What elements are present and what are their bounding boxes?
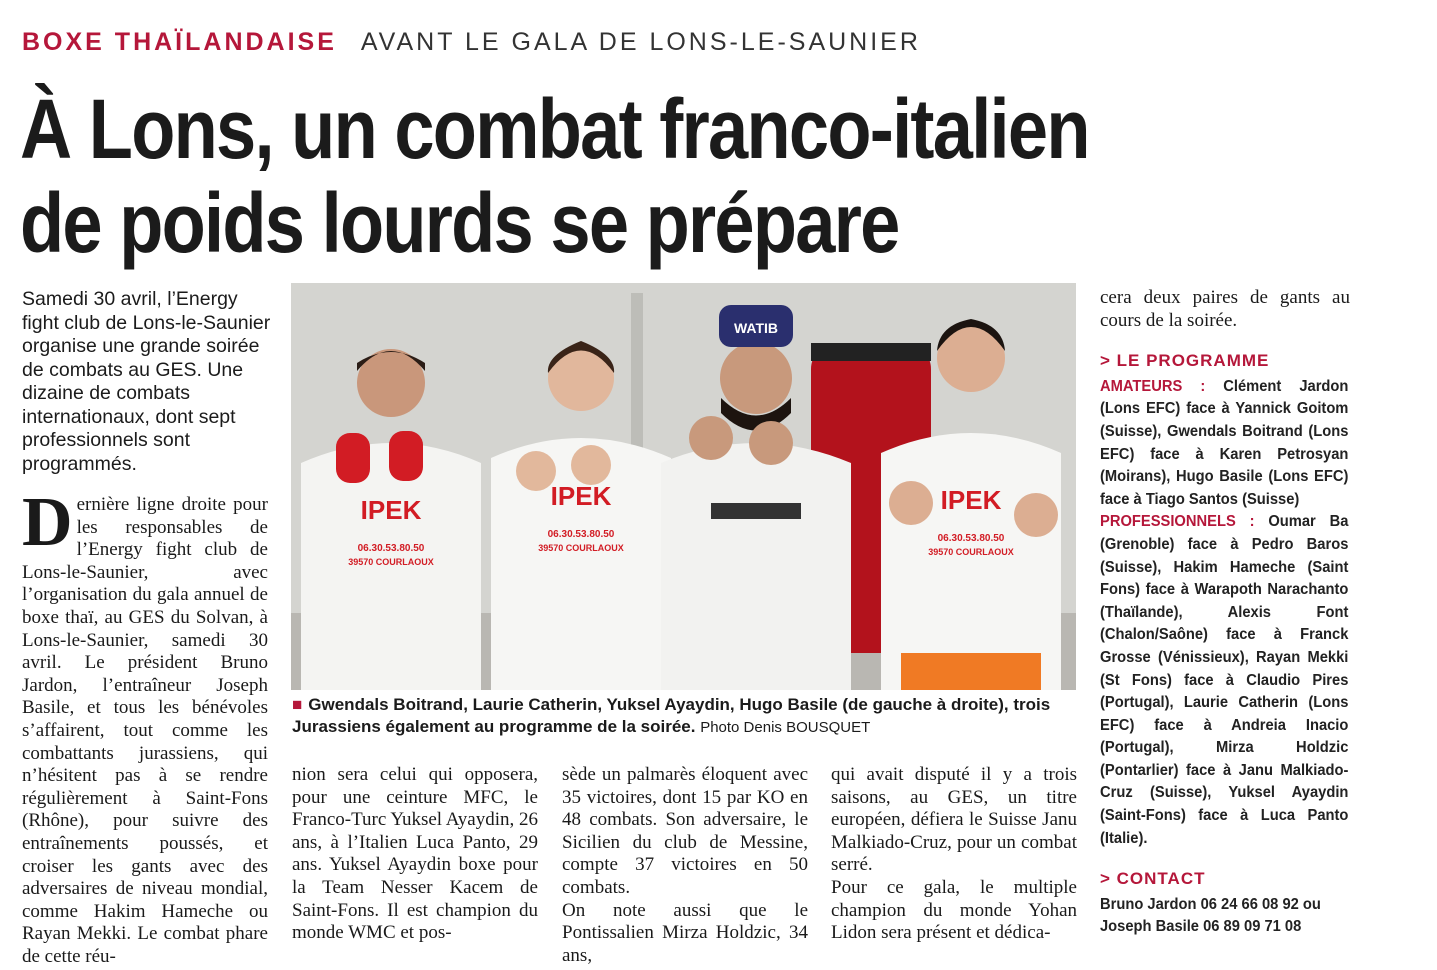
shirt-city-3: 39570 COURLAOUX <box>928 547 1014 557</box>
shirt-phone-3: 06.30.53.80.50 <box>937 533 1005 544</box>
drop-cap: D <box>22 484 73 561</box>
contact-line-2: Joseph Basile 06 89 09 71 08 <box>1100 918 1302 936</box>
headline <box>20 82 1224 270</box>
shirt-phone-2: 06.30.53.80.50 <box>547 529 615 540</box>
body-column-5-text: cera deux paires de gants au cours de la soirée. <box>1100 287 1350 331</box>
shirt-phone-1: 06.30.53.80.50 <box>357 543 425 554</box>
contact-title: > CONTACT <box>1100 869 1206 889</box>
kicker <box>22 28 921 58</box>
programme-text <box>1100 376 1348 850</box>
body-column-2: nion sera celui qui opposera, pour une ceinture MFC, le Franco-Turc Yuksel Ayaydin, 26 ans, à l’Italien Luca Panto, 29 ans. Yuksel Ayaydin boxe pour la Team Nesser Kacem de Saint-Fons. Il est champion du monde WMC et pos- <box>292 764 538 944</box>
professionals-label: PROFESSIONNELS : <box>1100 513 1255 531</box>
headline-line-1: À Lons, un combat franco-italien <box>20 82 1089 176</box>
body-column-3 <box>562 764 808 967</box>
professionals-list: Oumar Ba (Grenoble) face à Pedro Baros (Suisse), Hakim Hameche (Saint Fons) face à Warapoth Narachanto (Thaïlande), Alexis Font (Chalon/Saône) face à Franck Grosse (Vénissieux), Rayan Mekki (St Fons) face à Claudio Pires (Portugal), Laurie Catherin (Lons EFC) face à Andreia Inacio (Portugal), Mirza Holdzic (Pontarlier) face à Janu Malkiado-Cruz (Suisse), Yuksel Ayaydin (Saint-Fons) face à Luca Panto (Italie). <box>1100 513 1349 847</box>
body-column-3-part-1: sède un palmarès éloquent avec 35 victoires, dont 15 par KO en 48 combats. Son adversaire, le Sicilien du club de Messine, compte 37 victoires en 50 combats. <box>562 764 808 898</box>
body-column-1 <box>22 484 268 968</box>
contact-line-1: Bruno Jardon 06 24 66 08 92 ou <box>1100 895 1321 913</box>
shirt-logo-3: IPEK <box>940 485 1002 515</box>
shirt-logo-2: IPEK <box>550 481 612 511</box>
cap-text: WATIB <box>733 320 779 336</box>
programme-title: > LE PROGRAMME <box>1100 351 1270 371</box>
body-column-4 <box>831 764 1077 945</box>
body-column-4-part-2: Pour ce gala, le multiple champion du monde Yohan Lidon sera présent et dédica- <box>831 876 1077 944</box>
shirt-city-1: 39570 COURLAOUX <box>348 557 434 567</box>
photo-caption <box>292 694 1052 739</box>
body-column-1-text: ernière ligne droite pour les responsables de l’Energy fight club de Lons-le-Saunier, avec l’organisation du gala annuel de boxe thaï, au GES du Solvan, à Lons-le-Saunier, samedi 30 avril. Le président Bruno Jardon, l’entraîneur Joseph Basile, et tous les bénévoles s’affairent, tout comme les combattants jurassiens, qui n’hésitent pas à se rendre régulièrement à Saint-Fons (Rhône), pour suivre des entraînements poussés, et croiser les gants avec des adversaires de niveau mondial, comme Hakim Hameche ou Rayan Mekki. Le combat phare de cette réu- <box>22 494 268 967</box>
photo-credit: Photo Denis BOUSQUET <box>700 719 871 736</box>
contact-text <box>1100 894 1348 939</box>
kicker-subtitle: AVANT LE GALA DE LONS-LE-SAUNIER <box>360 28 921 56</box>
body-column-3-part-2: On note aussi que le Pontissalien Mirza Holdzic, 34 ans, <box>562 899 808 966</box>
lead-paragraph: Samedi 30 avril, l’Energy fight club de Lons-le-Saunier organise une grande soirée de combats au GES. Une dizaine de combats internationaux, dont sept professionnels sont programmés. <box>22 288 271 475</box>
body-column-5 <box>1100 287 1350 939</box>
body-column-4-part-1: qui avait disputé il y a trois saisons, au GES, un titre européen, défiera le Suisse Janu Malkiado-Cruz, pour un combat serré. <box>831 764 1077 876</box>
rubric-label: BOXE THAÏLANDAISE <box>22 28 337 56</box>
shirt-city-2: 39570 COURLAOUX <box>538 543 624 553</box>
boxers-photo-illustration <box>291 283 1076 690</box>
headline-line-2: de poids lourds se prépare <box>20 176 899 270</box>
caption-square-icon: ■ <box>292 695 303 714</box>
shirt-logo-1: IPEK <box>360 495 422 525</box>
amateurs-label: AMATEURS : <box>1100 377 1206 395</box>
article-photo <box>291 283 1076 690</box>
caption-text: Gwendals Boitrand, Laurie Catherin, Yuksel Ayaydin, Hugo Basile (de gauche à droite), trois Jurassiens également au programme de la soirée. <box>292 695 1051 736</box>
amateurs-list: Clément Jardon (Lons EFC) face à Yannick Goitom (Suisse), Gwendals Boitrand (Lons EFC) face à Karen Petrosyan (Moirans), Hugo Basile (Lons EFC) face à Tiago Santos (Suisse) <box>1100 377 1349 508</box>
